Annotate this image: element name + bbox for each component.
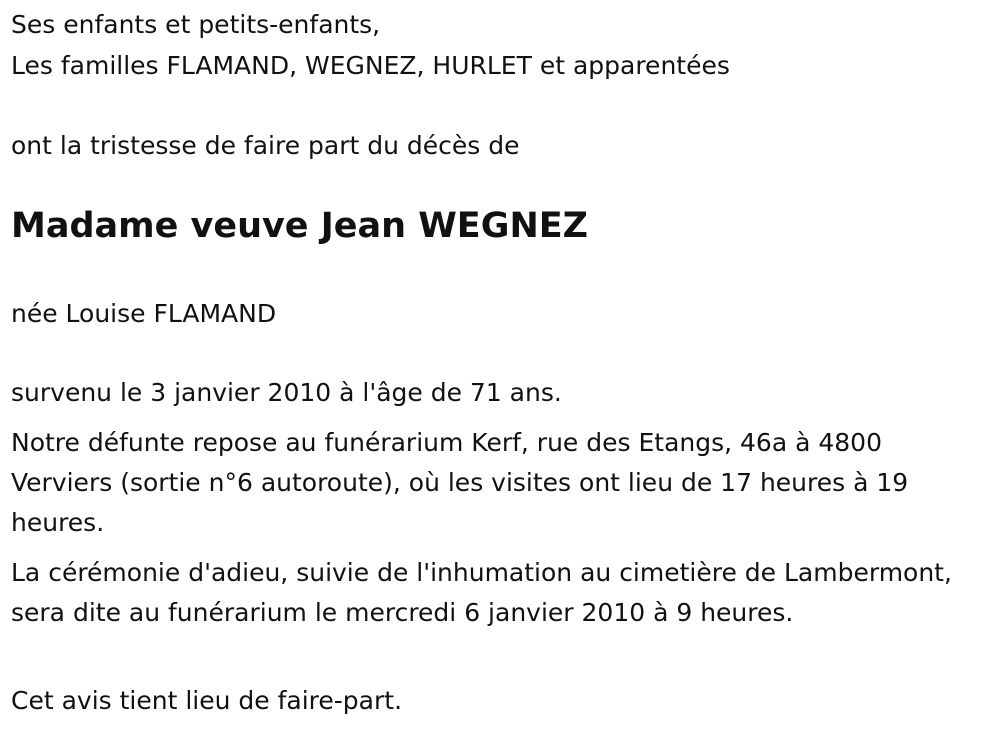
visitation-paragraph: Notre défunte repose au funérarium Kerf, rue des Etangs, 46a à 4800 Verviers (sortie n°6 autoroute), où les visites ont lieu de 17 heures à 19 heures.: [11, 428, 909, 537]
closing-text: Cet avis tient lieu de faire-part.: [11, 686, 403, 715]
intro-line-families: Les familles FLAMAND, WEGNEZ, HURLET et apparentées: [11, 51, 730, 80]
death-date-text: survenu le 3 janvier 2010 à l'âge de 71 ans.: [11, 378, 562, 407]
maiden-name: née Louise FLAMAND: [11, 299, 277, 328]
ceremony-paragraph: La cérémonie d'adieu, suivie de l'inhumation au cimetière de Lambermont, sera dite au funérarium le mercredi 6 janvier 2010 à 9 heures.: [11, 558, 952, 627]
deceased-name-heading: Madame veuve Jean WEGNEZ: [11, 206, 589, 246]
announcement-text: ont la tristesse de faire part du décès de: [11, 131, 520, 160]
intro-line-children: Ses enfants et petits-enfants,: [11, 10, 381, 39]
